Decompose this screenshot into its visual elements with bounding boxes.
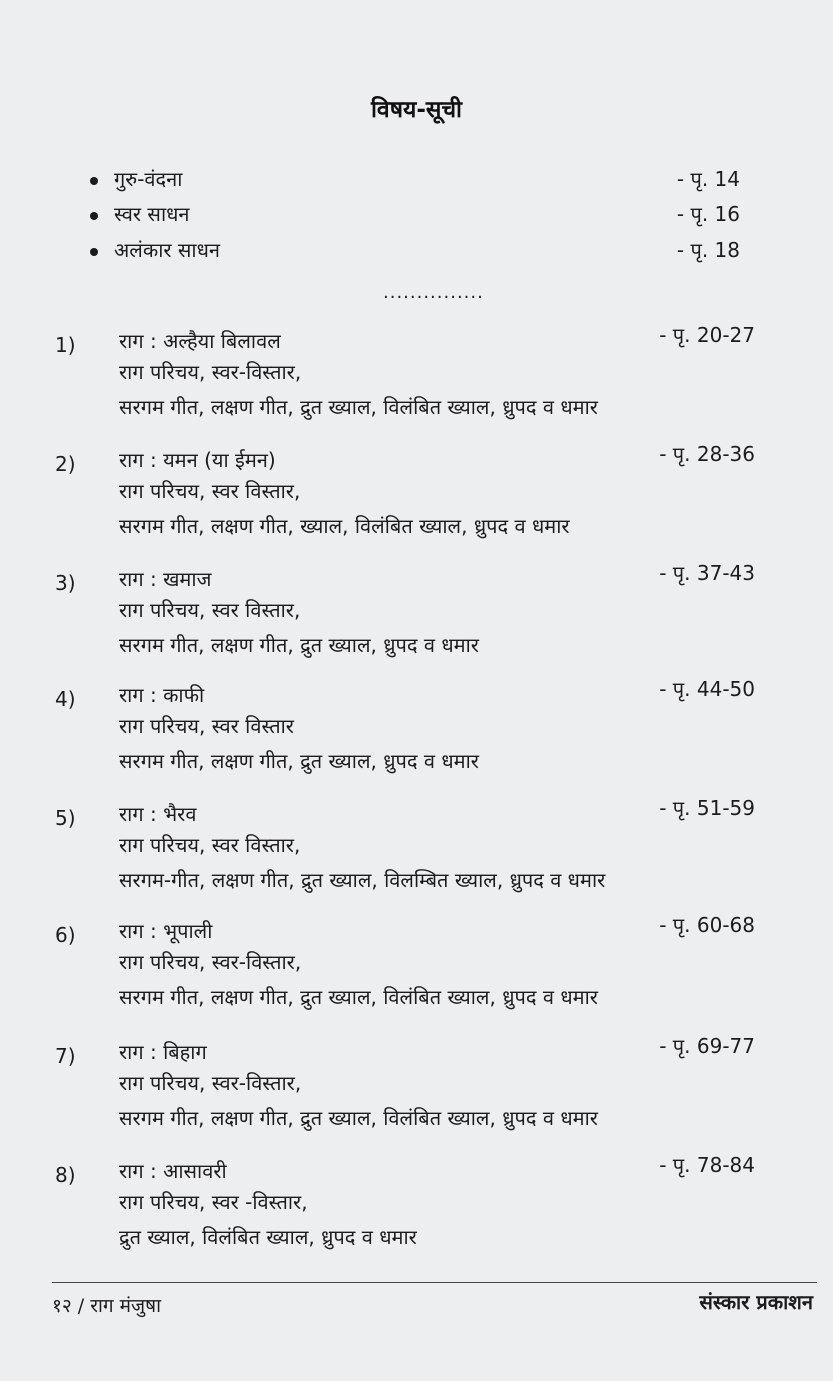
entry-heading: राग : यमन (या ईमन) [119, 448, 276, 472]
intro-item-page: - पृ. 18 [676, 238, 740, 262]
entry-number: 1) [55, 333, 76, 357]
entry-line-1: राग परिचय, स्वर विस्तार, [119, 833, 301, 857]
entry-line-2: सरगम-गीत, लक्षण गीत, द्रुत ख्याल, विलम्बित ख्याल, ध्रुपद व धमार [119, 868, 606, 892]
intro-item-label: अलंकार साधन [114, 238, 221, 262]
entry-number: 2) [55, 452, 76, 476]
intro-item [90, 236, 740, 268]
footer-rule [52, 1282, 817, 1283]
entry-number: 6) [55, 923, 76, 947]
entry-page: - पृ. 51-59 [659, 796, 755, 820]
footer-publisher: संस्कार प्रकाशन [699, 1290, 813, 1314]
entry-number: 4) [55, 687, 76, 711]
entry-number: 5) [55, 806, 76, 830]
entry-line-1: राग परिचय, स्वर-विस्तार, [119, 360, 302, 384]
footer-page-label: १२ / राग मंजुषा [52, 1295, 162, 1317]
entry-line-1: राग परिचय, स्वर विस्तार, [119, 598, 301, 622]
entry-heading: राग : भैरव [119, 802, 197, 826]
intro-item [90, 165, 740, 197]
entry-page: - पृ. 28-36 [659, 442, 755, 466]
entry-line-1: राग परिचय, स्वर-विस्तार, [119, 950, 302, 974]
entry-page: - पृ. 69-77 [659, 1034, 755, 1058]
intro-item-page: - पृ. 14 [676, 167, 740, 191]
entry-number: 7) [55, 1044, 76, 1068]
entry-line-2: सरगम गीत, लक्षण गीत, द्रुत ख्याल, विलंबित ख्याल, ध्रुपद व धमार [119, 1106, 598, 1130]
entry-line-2: सरगम गीत, लक्षण गीत, द्रुत ख्याल, ध्रुपद व धमार [119, 633, 479, 657]
entry-line-1: राग परिचय, स्वर विस्तार, [119, 479, 301, 503]
entry-page: - पृ. 20-27 [659, 323, 755, 347]
entry-heading: राग : बिहाग [119, 1040, 207, 1064]
entry-line-1: राग परिचय, स्वर -विस्तार, [119, 1190, 308, 1214]
bullet-icon [90, 248, 98, 256]
entry-line-2: द्रुत ख्याल, विलंबित ख्याल, ध्रुपद व धमार [119, 1225, 417, 1249]
intro-item-label: गुरु-वंदना [114, 167, 183, 191]
entry-line-2: सरगम गीत, लक्षण गीत, द्रुत ख्याल, विलंबित ख्याल, ध्रुपद व धमार [119, 395, 598, 419]
entry-line-2: सरगम गीत, लक्षण गीत, द्रुत ख्याल, विलंबित ख्याल, ध्रुपद व धमार [119, 985, 598, 1009]
entry-line-1: राग परिचय, स्वर विस्तार [119, 714, 294, 738]
bullet-icon [90, 177, 98, 185]
entry-heading: राग : आसावरी [119, 1159, 227, 1183]
intro-item-label: स्वर साधन [114, 202, 190, 226]
bullet-icon [90, 212, 98, 220]
entry-heading: राग : काफी [119, 683, 205, 707]
entry-page: - पृ. 37-43 [659, 561, 755, 585]
entry-line-2: सरगम गीत, लक्षण गीत, द्रुत ख्याल, ध्रुपद व धमार [119, 749, 479, 773]
page-title: विषय-सूची [370, 97, 463, 123]
intro-item [90, 200, 740, 232]
entry-number: 8) [55, 1163, 76, 1187]
entry-page: - पृ. 44-50 [659, 677, 755, 701]
entry-heading: राग : खमाज [119, 567, 212, 591]
intro-item-page: - पृ. 16 [676, 202, 740, 226]
entry-heading: राग : भूपाली [119, 919, 213, 943]
entry-number: 3) [55, 571, 76, 595]
entry-page: - पृ. 78-84 [659, 1153, 755, 1177]
separator-dots: ............... [383, 282, 484, 303]
entry-line-1: राग परिचय, स्वर-विस्तार, [119, 1071, 302, 1095]
entry-heading: राग : अल्हैया बिलावल [119, 329, 281, 353]
entry-page: - पृ. 60-68 [659, 913, 755, 937]
entry-line-2: सरगम गीत, लक्षण गीत, ख्याल, विलंबित ख्याल, ध्रुपद व धमार [119, 514, 570, 538]
